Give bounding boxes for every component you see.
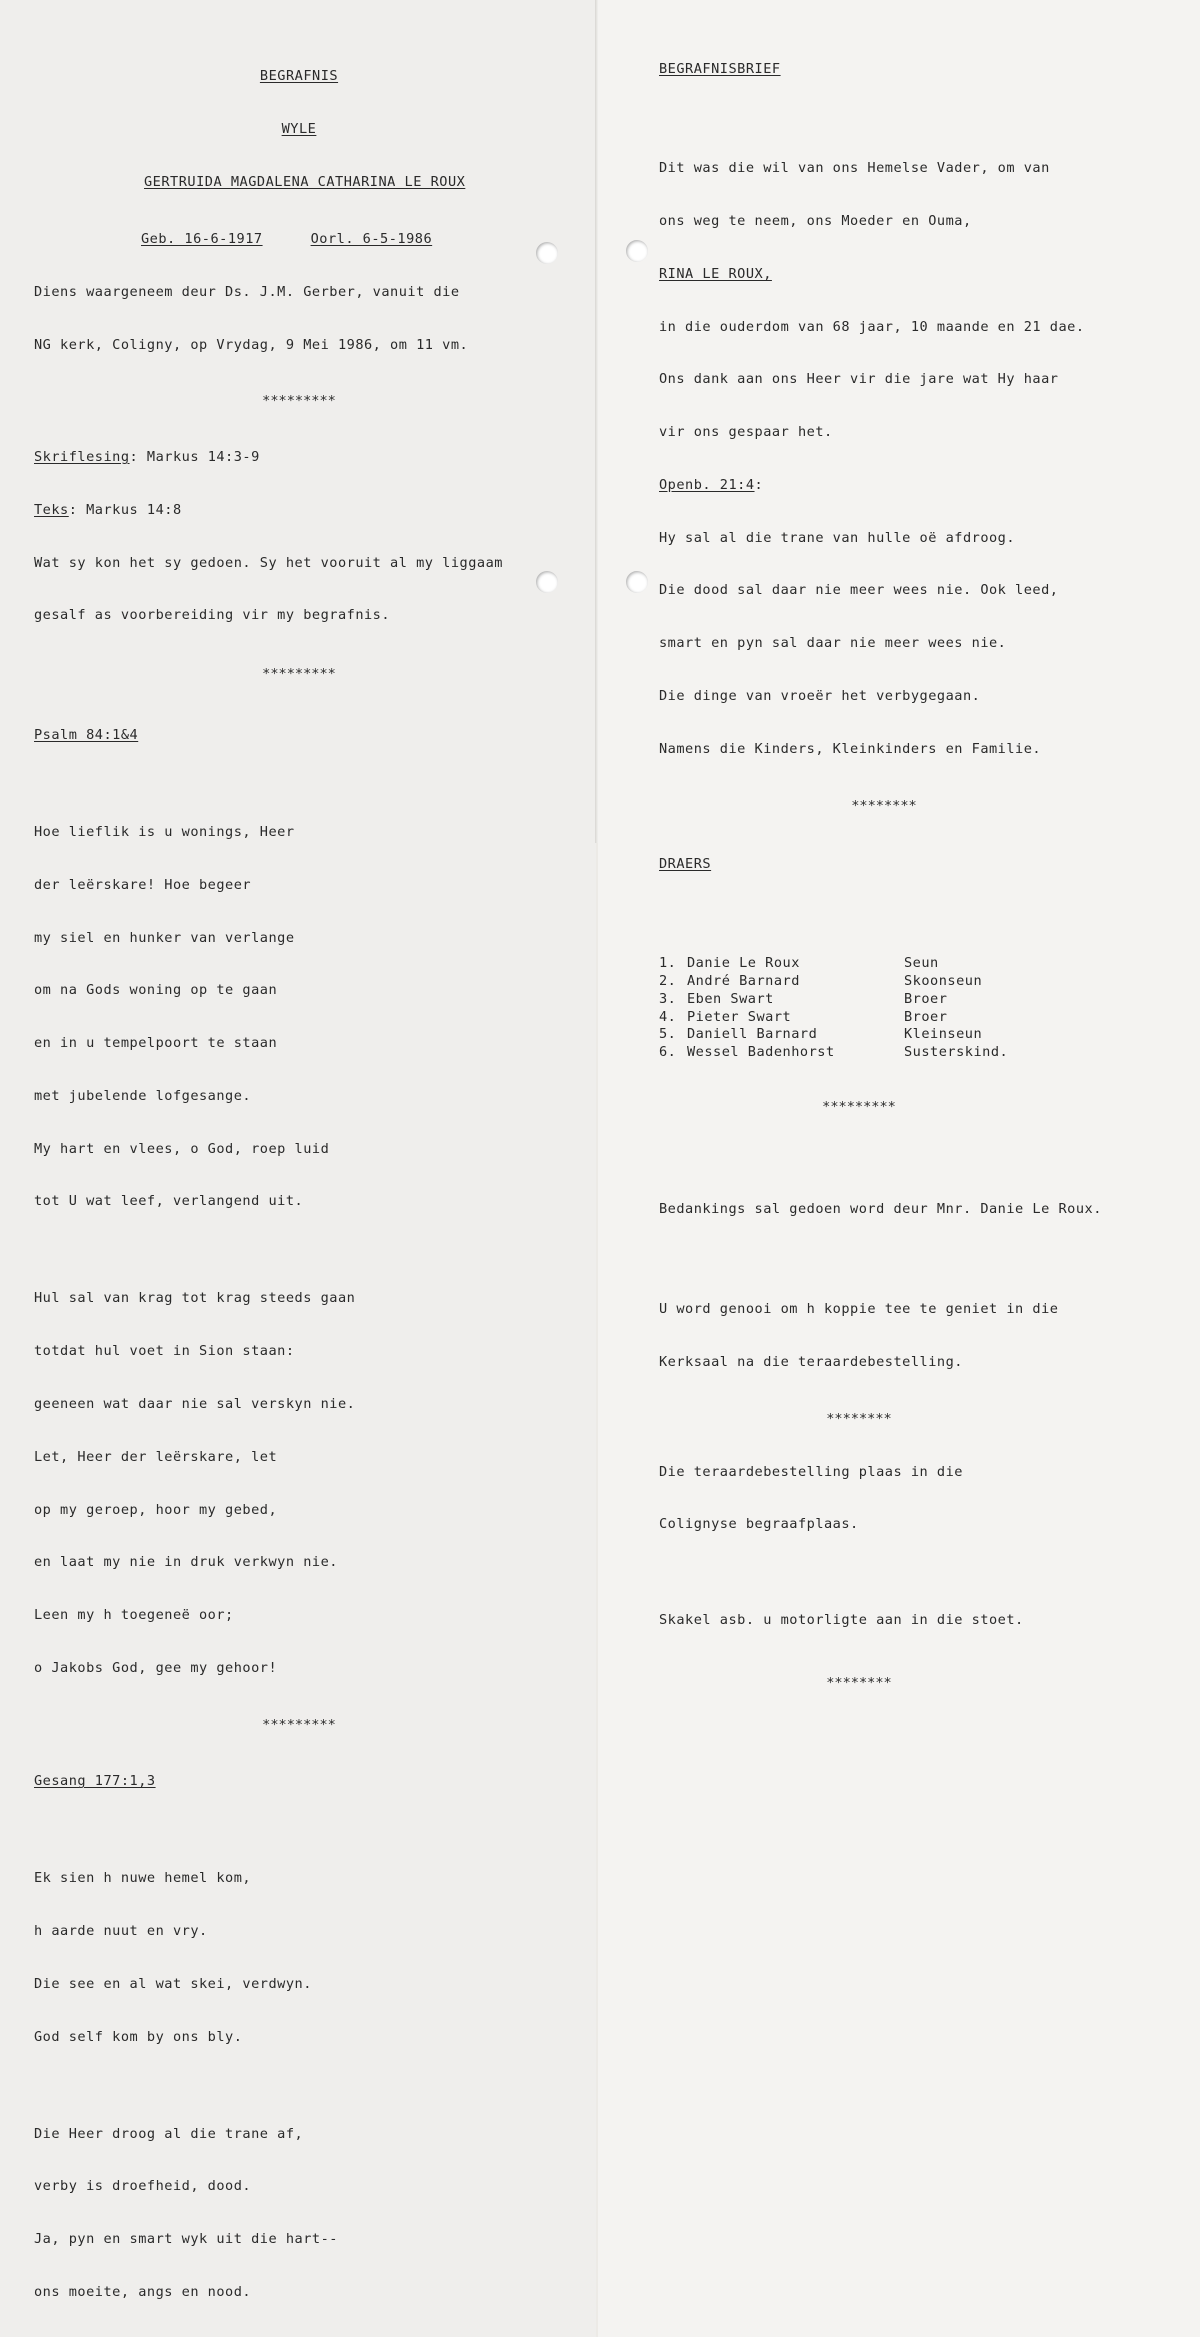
separator: ********* — [822, 1099, 896, 1116]
scripture-reference: : Markus 14:3-9 — [129, 449, 260, 466]
psalm-line: Hoe lieflik is u wonings, Heer — [34, 823, 295, 840]
bearer-row — [659, 955, 1008, 973]
text-reference: : Markus 14:8 — [68, 501, 182, 518]
right-page — [598, 0, 1200, 2337]
letter-line: ons weg te neem, ons Moeder en Ouma, — [659, 212, 972, 229]
gesang-line: h aarde nuut en vry. — [34, 1923, 208, 1940]
burial-line: Die teraardebestelling plaas in die — [659, 1463, 963, 1480]
separator: ********* — [262, 1716, 336, 1733]
bearer-relation: Susterskind. — [904, 1044, 1009, 1061]
separator: ********* — [262, 393, 336, 410]
heading-wyle: WYLE — [281, 120, 317, 137]
age-line: vir ons gespaar het. — [659, 424, 833, 441]
bearer-row — [659, 991, 1008, 1009]
death-date: Oorl. 6-5-1986 — [310, 230, 433, 247]
right-column — [659, 26, 1179, 1728]
bearer-relation: Seun — [904, 955, 939, 972]
scripture-label: Skriflesing — [34, 449, 130, 466]
psalm-line: my siel en hunker van verlange — [34, 929, 295, 946]
bearer-row — [659, 1044, 1008, 1062]
heading-begrafnis: BEGRAFNIS — [259, 68, 339, 85]
burial-line: Colignyse begraafplaas. — [659, 1516, 859, 1533]
bearer-number: 5. — [659, 1026, 677, 1043]
age-line: Ons dank aan ons Heer vir die jare wat Hy haar — [659, 371, 1059, 388]
bearer-relation: Broer — [904, 1008, 948, 1025]
service-line-2: NG kerk, Coligny, op Vrydag, 9 Mei 1986, om 11 vm. — [34, 336, 469, 353]
tea-line: U word genooi om h koppie tee te geniet in die — [659, 1301, 1059, 1318]
psalm-line: Let, Heer der leërskare, let — [34, 1448, 278, 1465]
birth-date: Geb. 16-6-1917 — [141, 230, 263, 247]
bearer-row — [659, 1026, 1008, 1044]
service-line-1: Diens waargeneem deur Ds. J.M. Gerber, vanuit die — [34, 283, 460, 300]
gesang-line: Ek sien h nuwe hemel kom, — [34, 1870, 252, 1887]
separator: ******** — [851, 797, 917, 814]
gesang-line: Die Heer droog al die trane af, — [34, 2125, 304, 2142]
gesang-line: Die see en al wat skei, verdwyn. — [34, 1975, 312, 1992]
gesang-title: Gesang 177:1,3 — [34, 1773, 156, 1790]
verse-line: Die dinge van vroeër het verbygegaan. — [659, 687, 981, 704]
bearer-row — [659, 973, 1008, 991]
separator: ******** — [826, 1675, 892, 1692]
lights-line: Skakel asb. u motorligte aan in die stoet. — [659, 1612, 1024, 1629]
separator: ********* — [262, 666, 336, 683]
text-line-2: gesalf as voorbereiding vir my begrafnis. — [34, 607, 391, 624]
bearer-number: 4. — [659, 1008, 677, 1025]
bearer-name: Daniell Barnard — [687, 1026, 818, 1043]
psalm-line: op my geroep, hoor my gebed, — [34, 1501, 278, 1518]
left-column — [34, 33, 564, 2337]
bearer-number: 1. — [659, 955, 677, 972]
age-line: in die ouderdom van 68 jaar, 10 maande en 21 dae. — [659, 318, 1085, 335]
verse-reference: Openb. 21:4 — [659, 476, 755, 493]
rina-le-roux: RINA LE ROUX, — [659, 265, 772, 282]
psalm-line: met jubelende lofgesange. — [34, 1087, 252, 1104]
left-page — [0, 0, 596, 2337]
separator: ******** — [826, 1410, 892, 1427]
bearers-list — [659, 955, 1008, 1062]
gesang-line: Ja, pyn en smart wyk uit die hart-- — [34, 2231, 338, 2248]
bearer-relation: Broer — [904, 990, 948, 1007]
gesang-line: ons moeite, angs en nood. — [34, 2284, 252, 2301]
verse-line: Die dood sal daar nie meer wees nie. Ook leed, — [659, 582, 1059, 599]
gesang-line: verby is droefheid, dood. — [34, 2178, 252, 2195]
tea-line: Kerksaal na die teraardebestelling. — [659, 1353, 963, 1370]
bearer-number: 2. — [659, 973, 677, 990]
bearers-title: DRAERS — [659, 856, 712, 873]
thanks-line: Bedankings sal gedoen word deur Mnr. Danie Le Roux. — [659, 1201, 1102, 1218]
psalm-line: Hul sal van krag tot krag steeds gaan — [34, 1290, 356, 1307]
family-line: Namens die Kinders, Kleinkinders en Familie. — [659, 740, 1042, 757]
punch-hole — [536, 571, 558, 593]
punch-hole — [626, 571, 648, 593]
psalm-line: en in u tempelpoort te staan — [34, 1035, 278, 1052]
verse-line: smart en pyn sal daar nie meer wees nie. — [659, 635, 1007, 652]
psalm-title: Psalm 84:1&4 — [34, 726, 139, 743]
psalm-line: My hart en vlees, o God, roep luid — [34, 1140, 330, 1157]
bearer-name: Pieter Swart — [687, 1008, 792, 1025]
bearer-row — [659, 1009, 1008, 1027]
text-line-1: Wat sy kon het sy gedoen. Sy het vooruit al my liggaam — [34, 554, 503, 571]
text-label: Teks — [34, 501, 69, 518]
verse-colon: : — [754, 476, 764, 493]
bearer-number: 3. — [659, 990, 677, 1007]
punch-hole — [626, 240, 648, 262]
bearer-name: Eben Swart — [687, 990, 774, 1007]
letter-title: BEGRAFNISBRIEF — [659, 61, 781, 78]
bearer-name: Danie Le Roux — [687, 955, 800, 972]
psalm-line: Leen my h toegeneë oor; — [34, 1607, 234, 1624]
bearer-name: Wessel Badenhorst — [687, 1044, 835, 1061]
psalm-line: geeneen wat daar nie sal verskyn nie. — [34, 1395, 356, 1412]
psalm-line: der leërskare! Hoe begeer — [34, 876, 252, 893]
bearer-relation: Skoonseun — [904, 973, 983, 990]
bearer-name: André Barnard — [687, 973, 800, 990]
punch-hole — [536, 242, 558, 264]
letter-line: Dit was die wil van ons Hemelse Vader, om van — [659, 160, 1050, 177]
psalm-line: totdat hul voet in Sion staan: — [34, 1343, 295, 1360]
bearer-relation: Kleinseun — [904, 1026, 983, 1043]
deceased-name: GERTRUIDA MAGDALENA CATHARINA LE ROUX — [144, 173, 466, 190]
psalm-line: o Jakobs God, gee my gehoor! — [34, 1659, 278, 1676]
bearer-number: 6. — [659, 1044, 677, 1061]
gesang-line: God self kom by ons bly. — [34, 2028, 243, 2045]
verse-line: Hy sal al die trane van hulle oë afdroog. — [659, 529, 1016, 546]
psalm-line: tot U wat leef, verlangend uit. — [34, 1193, 304, 1210]
psalm-line: en laat my nie in druk verkwyn nie. — [34, 1554, 338, 1571]
psalm-line: om na Gods woning op te gaan — [34, 982, 278, 999]
